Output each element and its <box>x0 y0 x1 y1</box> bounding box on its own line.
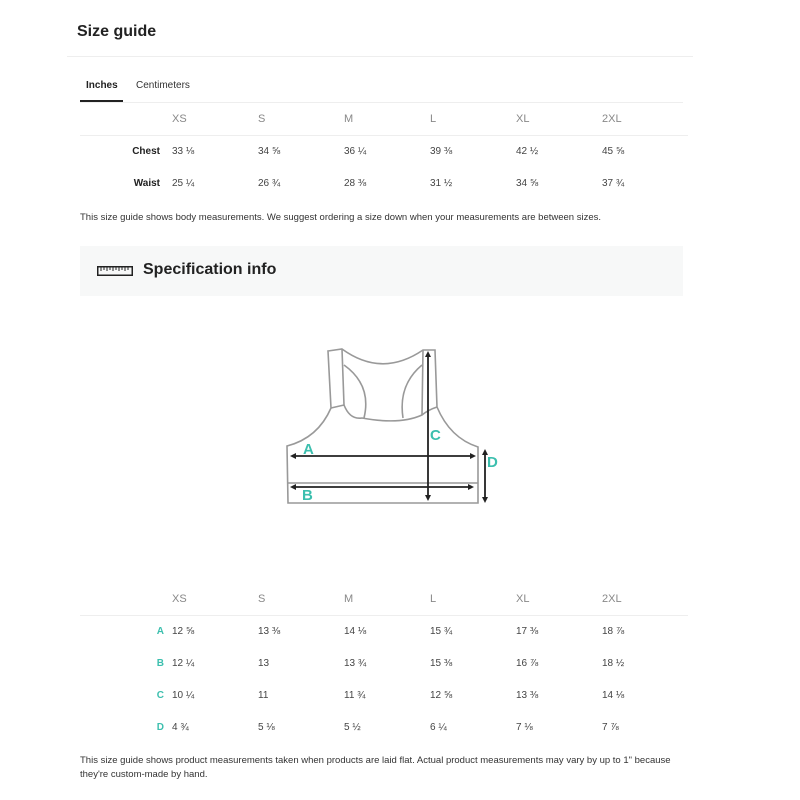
cell: 6 ¼ <box>430 721 447 733</box>
tab-centimeters[interactable]: Centimeters <box>136 80 190 91</box>
column-header: M <box>344 583 430 615</box>
column-header: XL <box>516 583 602 615</box>
product-measurement-note: This size guide shows product measurements taken when products are laid flat. Actual product measurements may vary by up to 1" because they're custom-made by hand. <box>80 755 671 780</box>
cell: 5 ⅛ <box>258 721 275 733</box>
garment-outline <box>287 349 478 503</box>
cell: 28 ⅜ <box>344 177 367 189</box>
column-header: S <box>258 103 344 135</box>
cell: 33 ⅛ <box>172 145 195 157</box>
cell: 25 ¼ <box>172 177 195 189</box>
table-row <box>80 647 688 679</box>
column-header: L <box>430 583 516 615</box>
column-header: 2XL <box>602 103 688 135</box>
column-header: XS <box>172 583 258 615</box>
diagram-label-a: A <box>303 441 314 458</box>
column-header: S <box>258 583 344 615</box>
table-row <box>80 615 688 647</box>
empty-header <box>80 583 172 615</box>
row-label: Waist <box>133 177 160 189</box>
cell: 12 ⅝ <box>172 625 195 637</box>
cell: 7 ⅛ <box>516 721 533 733</box>
cell: 16 ⅞ <box>516 657 539 669</box>
cell: 4 ¾ <box>172 721 189 733</box>
cell: 5 ½ <box>344 721 361 733</box>
diagram-label-d: D <box>487 454 498 471</box>
column-header: 2XL <box>602 583 688 615</box>
cell: 11 <box>258 689 269 701</box>
cell: 18 ⅞ <box>602 625 625 637</box>
cell: 42 ½ <box>516 145 539 157</box>
cell: 13 ⅜ <box>258 625 281 637</box>
cell: 45 ⅝ <box>602 145 625 157</box>
product-measurement-table <box>80 583 688 743</box>
cell: 11 ¾ <box>344 689 366 701</box>
column-header: XL <box>516 103 602 135</box>
row-label: C <box>156 689 164 701</box>
cell: 13 ¾ <box>344 657 367 669</box>
table-row <box>80 711 688 743</box>
cell: 12 ¼ <box>172 657 195 669</box>
cell: 37 ¾ <box>602 177 625 189</box>
cell: 15 ¾ <box>430 625 453 637</box>
cell: 14 ⅛ <box>602 689 625 701</box>
cell: 39 ⅜ <box>430 145 453 157</box>
cell: 18 ½ <box>602 657 625 669</box>
cell: 34 ⅝ <box>516 177 539 189</box>
cell: 17 ⅜ <box>516 625 539 637</box>
cell: 26 ¾ <box>258 177 281 189</box>
tab-inches[interactable]: Inches <box>86 80 118 91</box>
row-label: B <box>156 657 164 669</box>
cell: 31 ½ <box>430 177 453 189</box>
body-measurement-note: This size guide shows body measurements. We suggest ordering a size down when your measurements are between sizes. <box>80 212 602 223</box>
cell: 7 ⅞ <box>602 721 619 733</box>
cell: 34 ⅝ <box>258 145 281 157</box>
cell: 10 ¼ <box>172 689 195 701</box>
table-row <box>80 679 688 711</box>
diagram-label-c: C <box>430 427 441 444</box>
page-title: Size guide <box>77 23 157 40</box>
specification-title: Specification info <box>143 261 277 278</box>
cell: 12 ⅝ <box>430 689 453 701</box>
row-label: D <box>156 721 164 733</box>
cell: 15 ⅜ <box>430 657 453 669</box>
cell: 36 ¼ <box>344 145 367 157</box>
cell: 14 ⅛ <box>344 625 367 637</box>
column-header: M <box>344 103 430 135</box>
cell: 13 ⅜ <box>516 689 539 701</box>
diagram-label-b: B <box>302 487 313 504</box>
column-header: L <box>430 103 516 135</box>
row-label: Chest <box>132 145 160 157</box>
column-header: XS <box>172 103 258 135</box>
cell: 13 <box>258 657 270 669</box>
row-label: A <box>156 625 164 637</box>
table-header-row <box>80 583 688 615</box>
